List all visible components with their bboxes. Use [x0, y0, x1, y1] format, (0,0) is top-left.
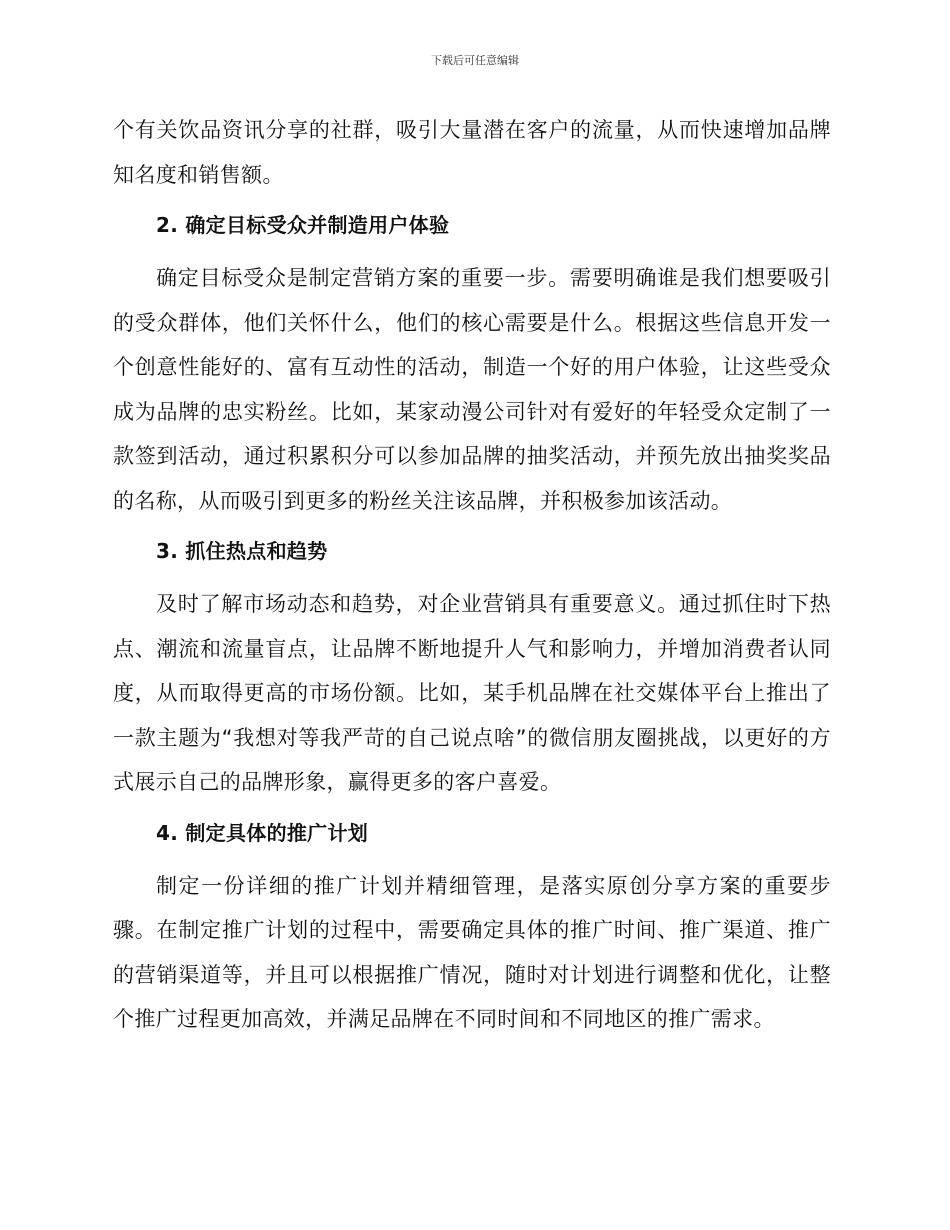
section-2-heading: 2. 确定目标受众并制造用户体验 — [156, 213, 450, 237]
section-4-paragraph: 制定一份详细的推广计划并精细管理，是落实原创分享方案的重要步骤。在制定推广计划的过程中，需要确定具体的推广时间、推广渠道、推广的营销渠道等，并且可以根据推广情况，随时对计划进行调整和优化，让整个推广过程更加高效，并满足品牌在不同时间和不同地区的推广需求。 — [113, 873, 831, 1031]
page-header: 下载后可任意编辑 — [431, 54, 519, 67]
section-3-heading: 3. 抓住热点和趋势 — [156, 539, 328, 563]
intro-paragraph: 个有关饮品资讯分享的社群，吸引大量潜在客户的流量，从而快速增加品牌知名度和销售额。 — [113, 118, 831, 187]
document-body — [113, 108, 831, 1042]
section-3-paragraph: 及时了解市场动态和趋势，对企业营销具有重要意义。通过抓住时下热点、潮流和流量盲点，让品牌不断地提升人气和影响力，并增加消费者认同度，从而取得更高的市场份额。比如，某手机品牌在社交媒体平台上推出了一款主题为“我想对等我严苛的自己说点啥”的微信朋友圈挑战，以更好的方式展示自己的品牌形象，赢得更多的客户喜爱。 — [113, 592, 831, 794]
section-4-heading: 4. 制定具体的推广计划 — [156, 820, 369, 845]
section-2-paragraph: 确定目标受众是制定营销方案的重要一步。需要明确谁是我们想要吸引的受众群体，他们关怀什么，他们的核心需要是什么。根据这些信息开发一个创意性能好的、富有互动性的活动，制造一个好的用户体验，让这些受众成为品牌的忠实粉丝。比如，某家动漫公司针对有爱好的年轻受众定制了一款签到活动，通过积累积分可以参加品牌的抽奖活动，并预先放出抽奖奖品的名称，从而吸引到更多的粉丝关注该品牌，并积极参加该活动。 — [113, 266, 831, 513]
